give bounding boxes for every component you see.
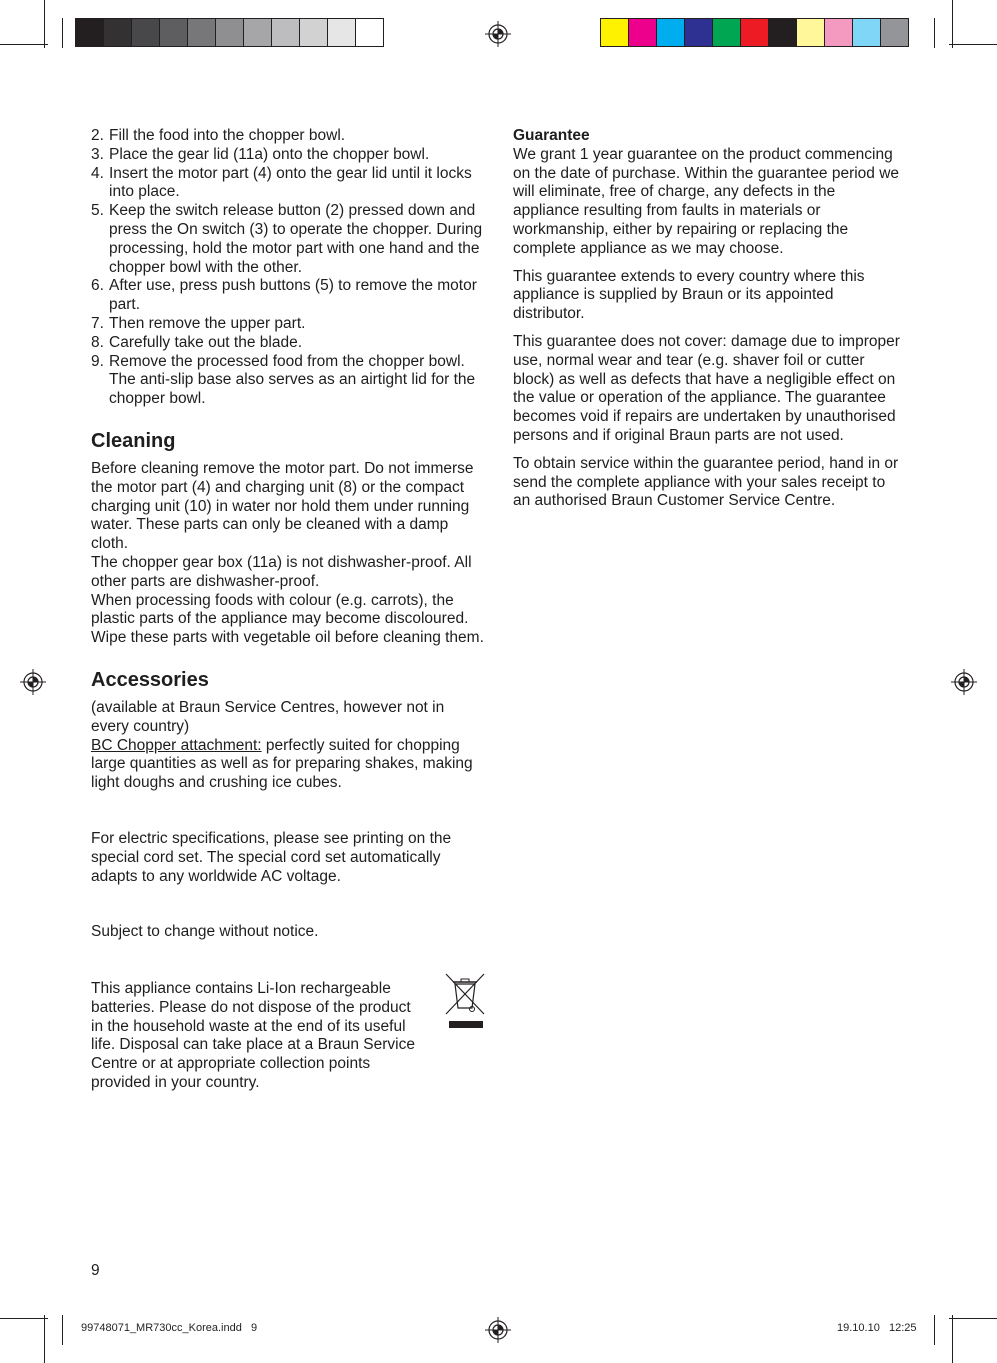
guarantee-heading: Guarantee — [513, 127, 590, 144]
step-number: 5. — [91, 202, 104, 220]
guarantee-paragraph: This guarantee extends to every country where this appliance is supplied by Braun or its appointed distributor. — [513, 267, 865, 323]
step-item — [91, 334, 486, 353]
color-swatch — [131, 18, 160, 47]
color-swatch — [684, 18, 713, 47]
color-swatch — [355, 18, 384, 47]
crop-mark — [62, 1315, 63, 1345]
color-swatch — [712, 18, 741, 47]
color-swatch — [880, 18, 909, 47]
step-number: 9. — [91, 352, 104, 370]
crop-mark — [0, 1318, 48, 1319]
crop-mark — [62, 18, 63, 48]
guarantee-paragraph: We grant 1 year guarantee on the product commencing on the date of purchase. Within the guarantee period we will eliminate, free of charge, any defects in the appliance resulting from faults in materials or workmanship, either by repairing or replacing the complete appliance as we may choose. — [513, 145, 900, 257]
grayscale-color-bar — [76, 18, 384, 47]
registration-mark-icon — [485, 21, 511, 47]
step-text: Fill the food into the chopper bowl. — [109, 127, 346, 144]
color-swatch — [740, 18, 769, 47]
step-item — [91, 165, 486, 203]
subject-to-change: Subject to change without notice. — [91, 923, 319, 941]
color-swatch — [327, 18, 356, 47]
step-text: Then remove the upper part. — [109, 314, 306, 332]
accessories-availability: (available at Braun Service Centres, however not in every country) — [91, 698, 445, 735]
color-swatch — [600, 18, 629, 47]
color-swatch — [628, 18, 657, 47]
color-swatch — [796, 18, 825, 47]
crop-mark — [0, 44, 48, 45]
step-item — [91, 315, 486, 334]
accessories-item — [91, 737, 486, 793]
battery-disposal-notice: This appliance contains Li-Ion rechargeable batteries. Please do not dispose of the product in the household waste at the end of its useful life. Disposal can take place at a Braun Service Centre or at appropriate collection points provided in your country. — [91, 980, 415, 1092]
crossed-out-wheelie-bin-icon — [443, 972, 487, 1032]
process-color-bar — [601, 18, 909, 47]
step-number: 8. — [91, 333, 104, 351]
crop-mark — [949, 1318, 997, 1319]
crop-mark — [44, 1315, 45, 1363]
cleaning-paragraph: Before cleaning remove the motor part. Do not immerse the motor part (4) and charging unit (8) or the compact charging unit (10) in water nor hold them under running water. These parts can only be cleaned with a damp cloth. — [91, 459, 474, 553]
accessories-heading: Accessories — [91, 668, 209, 691]
step-text: Remove the processed food from the chopper bowl. The anti-slip base also serves as an airtight lid for the chopper bowl. — [109, 352, 476, 408]
color-swatch — [243, 18, 272, 47]
crop-mark — [952, 1315, 953, 1363]
step-item — [91, 202, 486, 277]
color-swatch — [159, 18, 188, 47]
color-swatch — [299, 18, 328, 47]
footer-file-name: 99748071_MR730cc_Korea.indd 9 — [81, 1322, 258, 1334]
step-item — [91, 277, 486, 315]
step-item — [91, 127, 486, 146]
color-swatch — [656, 18, 685, 47]
color-swatch — [271, 18, 300, 47]
color-swatch — [215, 18, 244, 47]
cleaning-paragraph: When processing foods with colour (e.g. carrots), the plastic parts of the appliance may become discoloured. Wipe these parts with vegetable oil before cleaning them. — [91, 591, 484, 647]
accessory-description: perfectly suited for chopping large quantities as well as for preparing shakes, making light doughs and crushing ice cubes. — [91, 736, 473, 792]
color-swatch — [75, 18, 104, 47]
color-swatch — [852, 18, 881, 47]
instruction-steps — [91, 127, 486, 409]
crop-mark — [934, 1315, 935, 1345]
step-number: 2. — [91, 127, 104, 144]
step-text: Carefully take out the blade. — [109, 333, 303, 351]
crop-mark — [949, 44, 997, 45]
step-text: After use, press push buttons (5) to remove the motor part. — [109, 277, 477, 314]
step-number: 3. — [91, 145, 104, 163]
registration-mark-icon — [485, 1317, 511, 1343]
color-swatch — [768, 18, 797, 47]
step-number: 6. — [91, 277, 104, 295]
page-number: 9 — [91, 1262, 100, 1279]
right-column — [513, 127, 903, 511]
color-swatch — [103, 18, 132, 47]
step-text: Insert the motor part (4) onto the gear lid until it locks into place. — [109, 164, 472, 201]
step-text: Keep the switch release button (2) pressed down and press the On switch (3) to operate the chopper. During processing, hold the motor part with one hand and the chopper bowl with the other. — [109, 202, 483, 276]
step-text: Place the gear lid (11a) onto the chopper bowl. — [109, 145, 430, 163]
electric-specifications: For electric specifications, please see printing on the special cord set. The special cord set automatically adapts to any worldwide AC voltage. — [91, 829, 452, 885]
registration-mark-icon — [951, 669, 977, 695]
accessory-name: BC Chopper attachment: — [91, 736, 262, 754]
crop-mark — [934, 18, 935, 48]
step-item — [91, 146, 486, 165]
color-swatch — [824, 18, 853, 47]
step-number: 4. — [91, 164, 104, 182]
crop-mark — [952, 0, 953, 48]
cleaning-paragraph: The chopper gear box (11a) is not dishwasher-proof. All other parts are dishwasher-proof. — [91, 553, 472, 590]
color-swatch — [187, 18, 216, 47]
step-number: 7. — [91, 314, 104, 332]
guarantee-paragraph: To obtain service within the guarantee period, hand in or send the complete appliance with your sales receipt to an authorised Braun Customer Service Centre. — [513, 454, 899, 510]
crop-mark — [44, 0, 45, 48]
left-column — [91, 127, 486, 1093]
registration-mark-icon — [20, 669, 46, 695]
step-item — [91, 353, 486, 409]
footer-date-time: 19.10.10 12:25 — [837, 1322, 917, 1334]
guarantee-paragraph: This guarantee does not cover: damage due to improper use, normal wear and tear (e.g. shaver foil or cutter block) as well as defects that have a negligible effect on the value or operation of the appliance. The guarantee becomes void if repairs are undertaken by unauthorised persons and if original Braun parts are not used. — [513, 332, 900, 444]
cleaning-heading: Cleaning — [91, 429, 176, 452]
